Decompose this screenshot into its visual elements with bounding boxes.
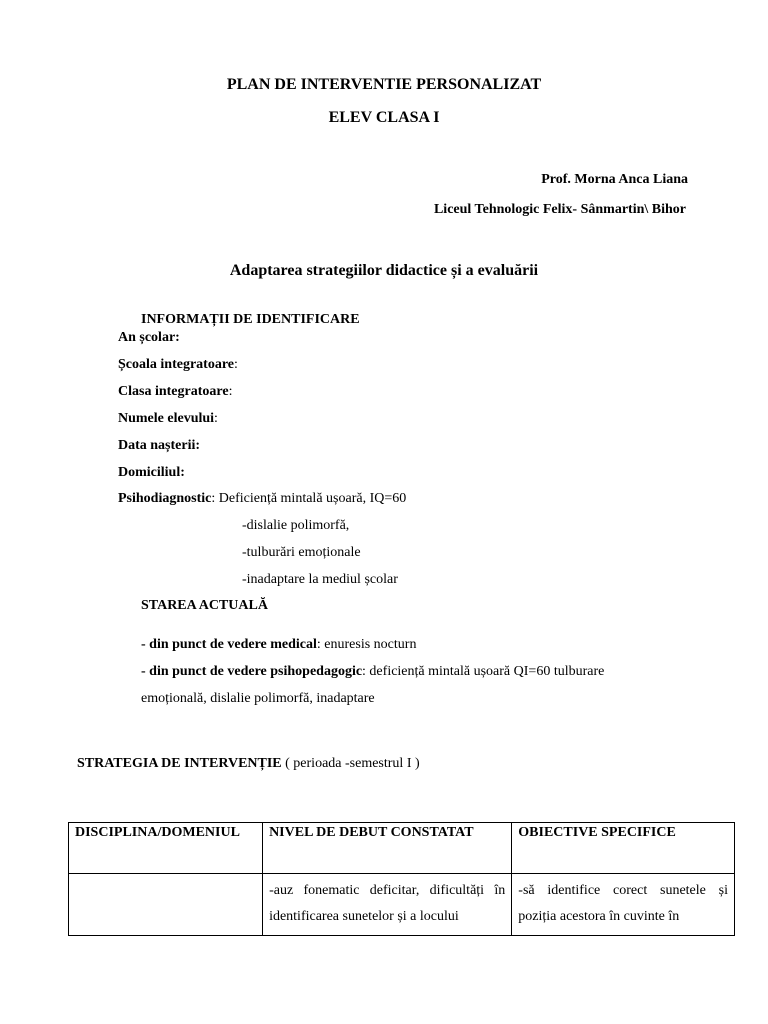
psychopedagogic-line xyxy=(141,664,604,680)
document-title: PLAN DE INTERVENTIE PERSONALIZAT xyxy=(226,76,542,93)
integrating-class-line xyxy=(118,384,232,400)
psychodiagnostic-item: -tulburări emoționale xyxy=(242,545,361,560)
integrating-school-label: Școala integratoare xyxy=(118,357,234,372)
strategy-heading: STRATEGIA DE INTERVENȚIE xyxy=(77,756,282,771)
colon: : xyxy=(234,357,238,372)
psychopedagogic-value: : deficiență mintală ușoară QI=60 tulburare xyxy=(362,664,605,679)
student-name-line xyxy=(118,411,218,427)
birth-date-label: Data nașterii: xyxy=(118,438,201,453)
medical-value: : enuresis nocturn xyxy=(316,637,417,652)
cell-discipline xyxy=(69,874,263,936)
identification-heading: INFORMAȚII DE IDENTIFICARE xyxy=(141,312,360,327)
table-row xyxy=(69,874,735,936)
integrating-class-label: Clasa integratoare xyxy=(118,384,229,399)
strategy-line xyxy=(77,756,420,772)
medical-line xyxy=(141,637,416,653)
psychodiagnostic-item: -inadaptare la mediul școlar xyxy=(242,572,398,587)
author-name: Prof. Morna Anca Liana xyxy=(541,172,688,187)
header-discipline: DISCIPLINA/DOMENIUL xyxy=(69,823,263,874)
colon: : xyxy=(228,384,233,399)
cell-specific-objectives: -să identifice corect sunetele și poziția acestora în cuvinte în xyxy=(512,874,735,936)
current-state-heading: STAREA ACTUALĂ xyxy=(141,598,268,613)
school-year-label: An școlar: xyxy=(118,330,180,345)
header-initial-level: NIVEL DE DEBUT CONSTATAT xyxy=(263,823,512,874)
document-subtitle: ELEV CLASA I xyxy=(328,109,440,126)
student-name-label: Numele elevului xyxy=(118,411,215,426)
psychodiagnostic-value: : Deficiență mintală ușoară, IQ=60 xyxy=(211,491,407,506)
medical-label: - din punct de vedere medical xyxy=(141,637,317,652)
integrating-school-line xyxy=(118,357,238,373)
strategy-period: ( perioada -semestrul I ) xyxy=(281,756,420,771)
domicile-label: Domiciliul: xyxy=(118,465,185,480)
psychodiagnostic-item: -dislalie polimorfă, xyxy=(242,518,350,533)
psychopedagogic-label: - din punct de vedere psihopedagogic xyxy=(141,664,363,679)
header-specific-objectives: OBIECTIVE SPECIFICE xyxy=(512,823,735,874)
table-header-row xyxy=(69,823,735,874)
psychodiagnostic-line xyxy=(118,491,406,507)
colon: : xyxy=(214,411,218,426)
school-name: Liceul Tehnologic Felix- Sânmartin\ Bihor xyxy=(433,202,686,217)
psychodiagnostic-label: Psihodiagnostic xyxy=(118,491,212,506)
psychopedagogic-continuation: emoțională, dislalie polimorfă, inadaptare xyxy=(141,691,375,706)
cell-initial-level: -auz fonematic deficitar, dificultăți în identificarea sunetelor și a locului xyxy=(263,874,512,936)
strategy-table xyxy=(68,822,735,936)
section-title: Adaptarea strategiilor didactice și a evaluării xyxy=(229,262,539,279)
